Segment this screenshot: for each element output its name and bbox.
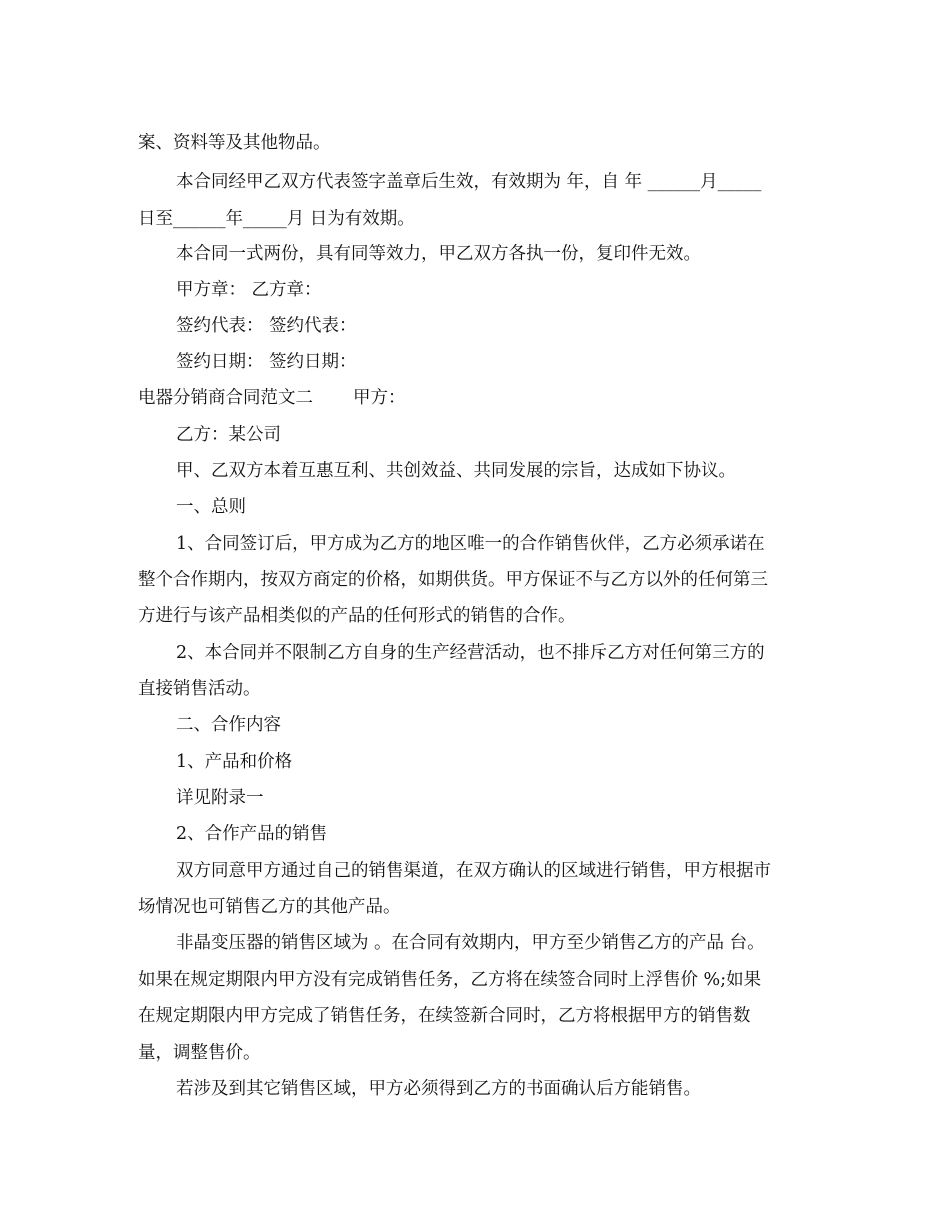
- paragraph-line: 双方同意甲方通过自己的销售渠道，在双方确认的区域进行销售，甲方根据市: [176, 861, 771, 881]
- signature-line: 签约日期： 签约日期：: [176, 352, 357, 372]
- signature-line: 签约代表： 签约代表：: [176, 316, 357, 336]
- section-heading: 一、总则: [176, 497, 246, 517]
- paragraph-line: 若涉及到其它销售区域，甲方必须得到乙方的书面确认后方能销售。: [176, 1079, 701, 1099]
- paragraph-line: 案、资料等及其他物品。: [138, 133, 331, 153]
- paragraph-line: 非晶变压器的销售区域为 。在合同有效期内，甲方至少销售乙方的产品 台。: [176, 933, 765, 953]
- paragraph-line: 如果在规定期限内甲方没有完成销售任务，乙方将在续签合同时上浮售价 %;如果: [138, 970, 762, 990]
- party-a-label: 甲方：: [353, 388, 406, 408]
- paragraph-line: 量，调整售价。: [138, 1043, 261, 1063]
- paragraph-line: 乙方：某公司: [176, 425, 281, 445]
- paragraph-line: 甲、乙双方本着互惠互利、共创效益、共同发展的宗旨，达成如下协议。: [176, 461, 736, 481]
- paragraph-line: 方进行与该产品相类似的产品的任何形式的销售的合作。: [138, 606, 576, 626]
- paragraph-line: 2、本合同并不限制乙方自身的生产经营活动，也不排斥乙方对任何第三方的: [176, 643, 765, 663]
- paragraph-line: 1、合同签订后，甲方成为乙方的地区唯一的合作销售伙伴，乙方必须承诺在: [176, 534, 765, 554]
- paragraph-line: 详见附录一: [176, 788, 264, 808]
- section-title-line: [138, 388, 406, 410]
- paragraph-line: 直接销售活动。: [138, 679, 261, 699]
- paragraph-line: 本合同一式两份，具有同等效力，甲乙双方各执一份，复印件无效。: [176, 244, 701, 264]
- subsection-heading: 2、合作产品的销售: [176, 824, 328, 844]
- paragraph-line: 在规定期限内甲方完成了销售任务，在续签新合同时，乙方将根据甲方的销售数: [138, 1006, 751, 1026]
- paragraph-line: 整个合作期内，按双方商定的价格，如期供货。甲方保证不与乙方以外的任何第三: [138, 570, 768, 590]
- paragraph-line: 场情况也可销售乙方的其他产品。: [138, 897, 401, 917]
- signature-line: 甲方章： 乙方章：: [176, 280, 322, 300]
- subsection-heading: 1、产品和价格: [176, 752, 293, 772]
- paragraph-line: 日至______年_____月 日为有效期。: [138, 209, 415, 229]
- section-title: 电器分销商合同范文二: [138, 388, 313, 408]
- section-heading: 二、合作内容: [176, 715, 281, 735]
- paragraph-line: 本合同经甲乙双方代表签字盖章后生效，有效期为 年，自 年 ______月_____: [176, 172, 762, 192]
